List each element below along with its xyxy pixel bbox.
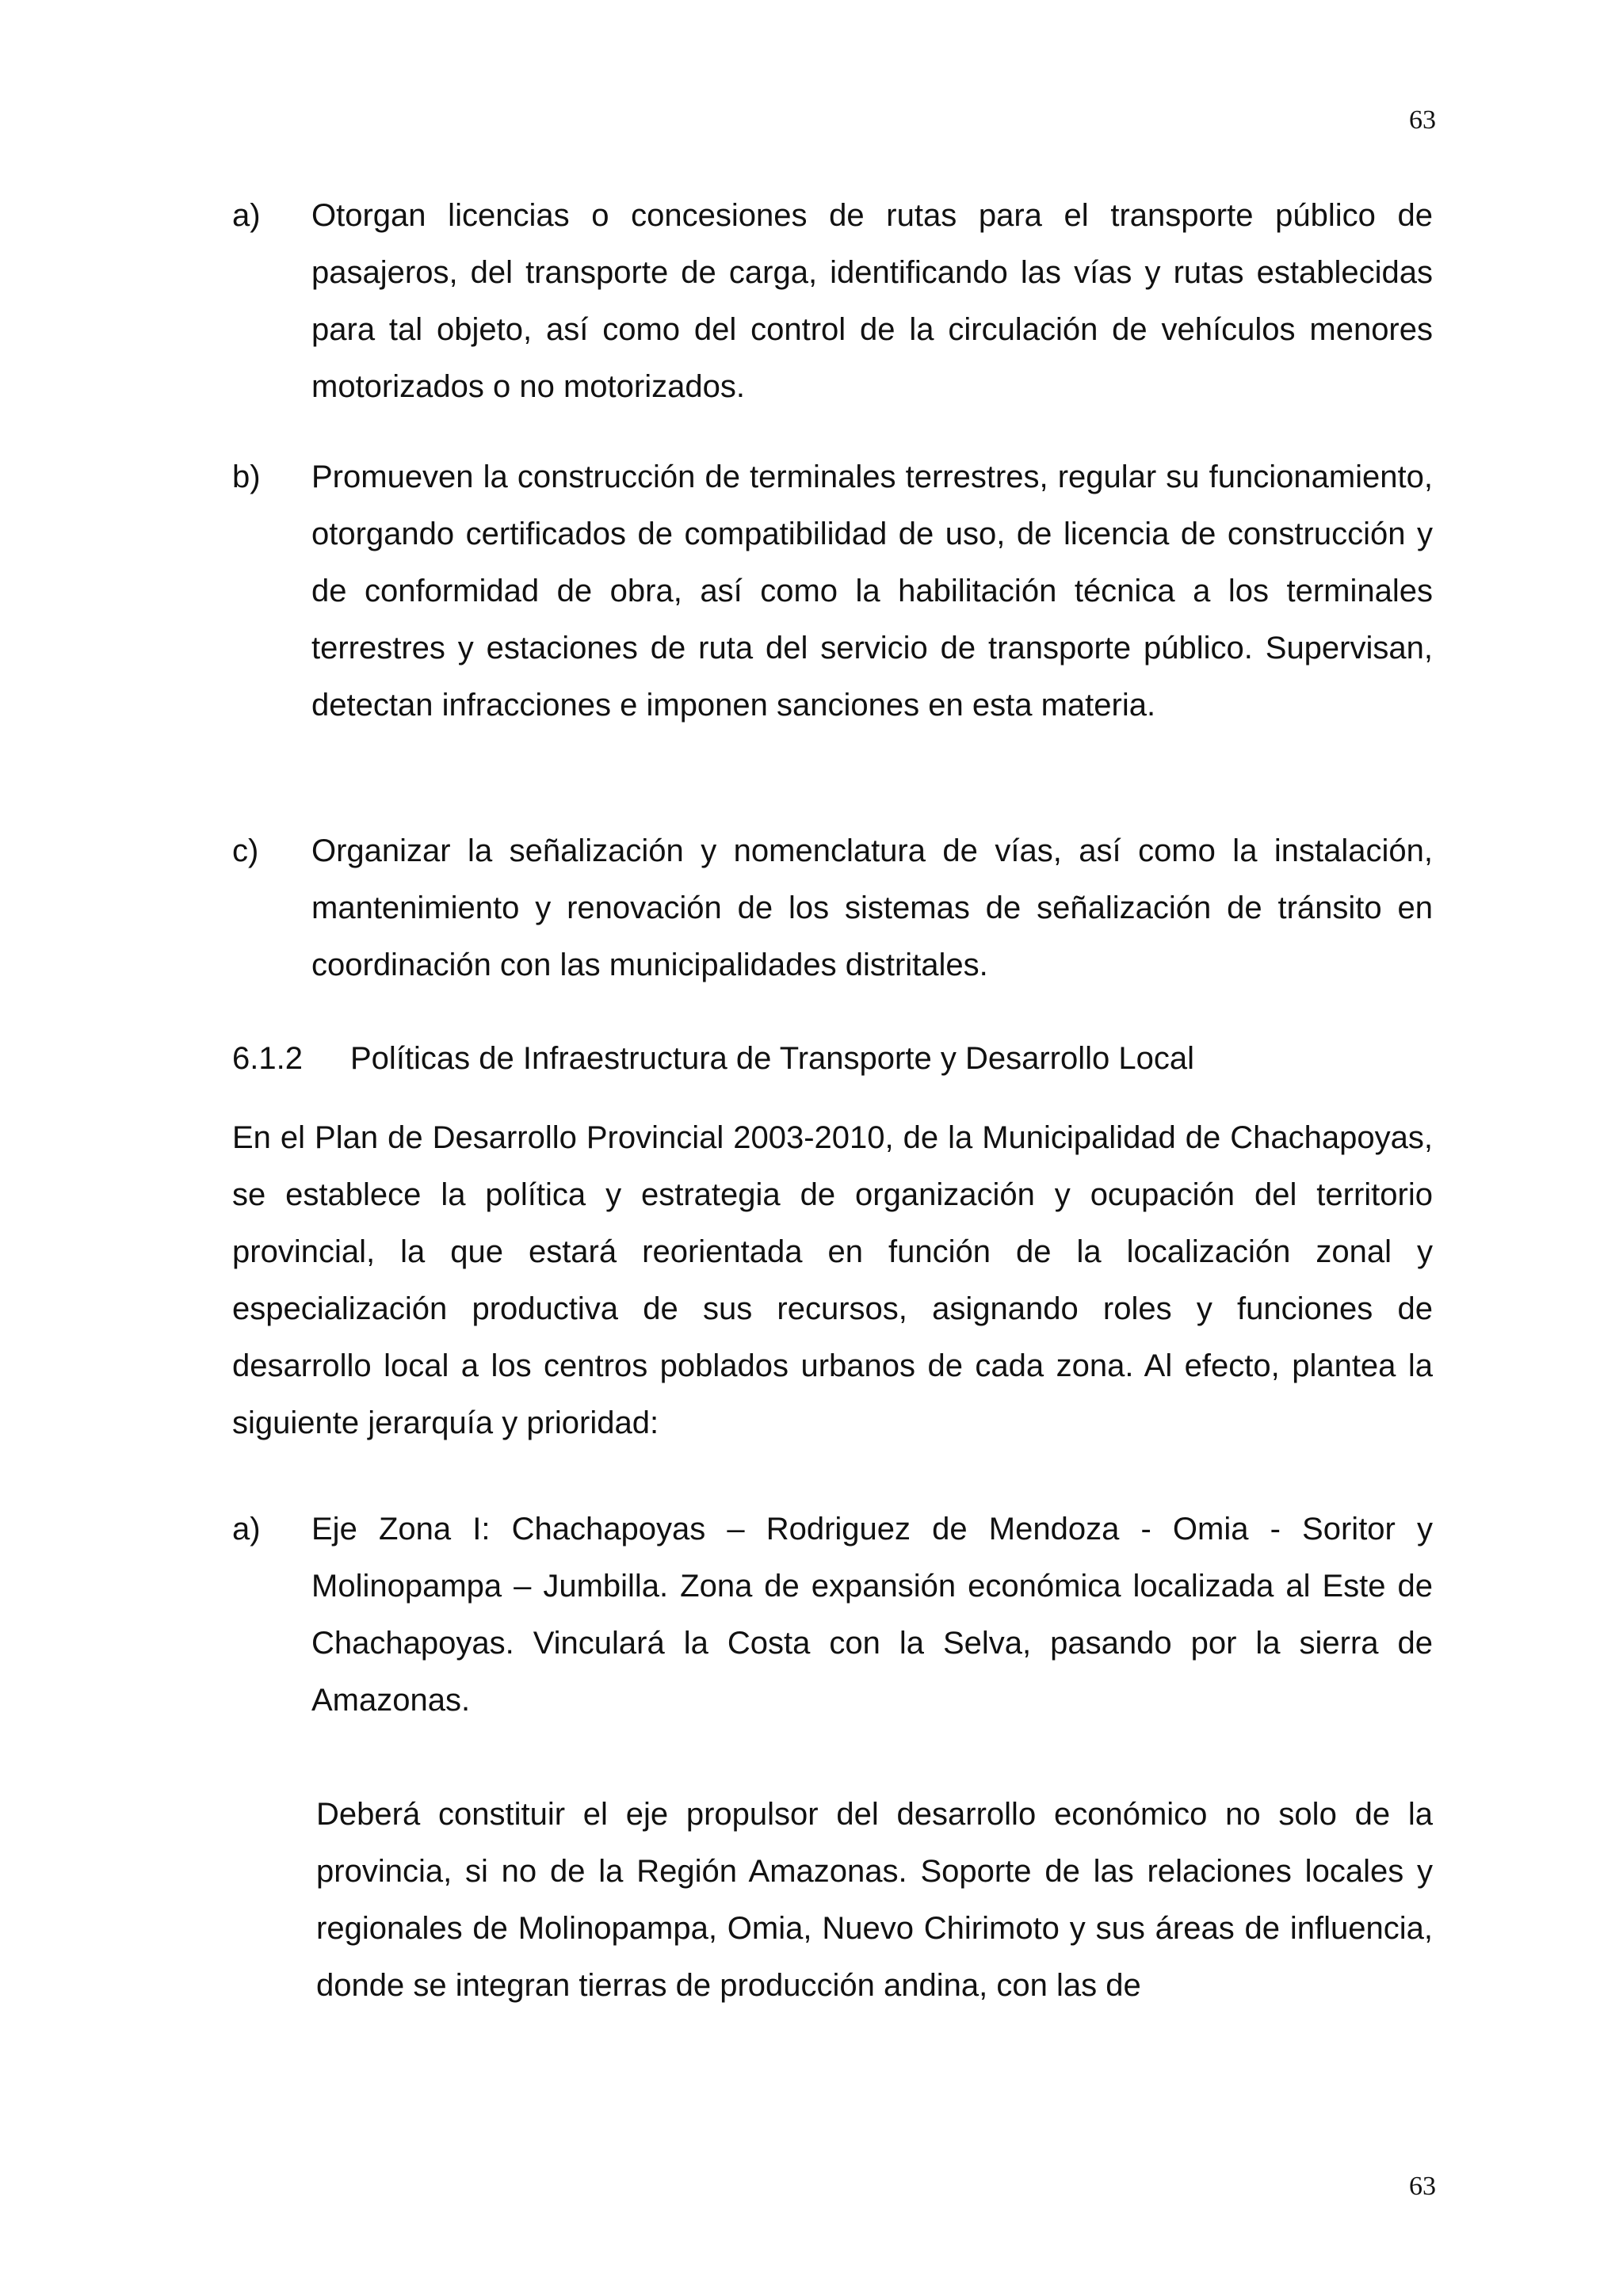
list-item-text: Organizar la señalización y nomenclatura de vías, así como la instalación, mantenimiento y renovación de los sistemas de señalización de tránsito en coordinación con las municipalidades distritales.	[311, 833, 1433, 982]
page-number-bottom: 63	[1409, 2172, 1436, 2201]
section-heading	[232, 1036, 1194, 1081]
list-item-text: Promueven la construcción de terminales terrestres, regular su funcionamiento, otorgando certificados de compatibilidad de uso, de licencia de construcción y de conformidad de obra, así como la habilitación técnica a los terminales terrestres y estaciones de ruta del servicio de transporte público. Supervisan, detectan infracciones e imponen sanciones en esta materia.	[311, 460, 1433, 723]
list-item-text: Otorgan licencias o concesiones de rutas para el transporte público de pasajeros, del transporte de carga, identificando las vías y rutas establecidas para tal objeto, así como del control de la circulación de vehículos menores motorizados o no motorizados.	[311, 198, 1433, 404]
section-number: 6.1.2	[232, 1041, 303, 1076]
section-title: Políticas de Infraestructura de Transporte y Desarrollo Local	[350, 1041, 1194, 1076]
list-marker: a)	[232, 198, 261, 233]
list-item-c	[232, 822, 1433, 994]
list-item-text: Eje Zona I: Chachapoyas – Rodriguez de Mendoza - Omia - Soritor y Molinopampa – Jumbilla. Zona de expansión económica localizada al Este de Chachapoyas. Vinculará la Costa con la Selva, pasando por la sierra de Amazonas.	[311, 1512, 1433, 1718]
list-item-b	[232, 448, 1433, 734]
indented-paragraph: Deberá constituir el eje propulsor del desarrollo económico no solo de la provincia, si no de la Región Amazonas. Soporte de las relaciones locales y regionales de Molinopampa, Omia, Nuevo Chirimoto y sus áreas de influencia, donde se integran tierras de producción andina, con las de	[316, 1797, 1433, 2003]
list-item-a	[232, 187, 1433, 415]
list-marker: b)	[232, 460, 261, 494]
list-marker: c)	[232, 833, 259, 868]
list-marker: a)	[232, 1512, 261, 1547]
intro-paragraph: En el Plan de Desarrollo Provincial 2003-2010, de la Municipalidad de Chachapoyas, se establece la política y estrategia de organización y ocupación del territorio provincial, la que estará reorientada en función de la localización zonal y especialización productiva de sus recursos, asignando roles y funciones de desarrollo local a los centros poblados urbanos de cada zona. Al efecto, plantea la siguiente jerarquía y prioridad:	[232, 1120, 1433, 1440]
list-item-eje-zona-1	[232, 1501, 1433, 1729]
page-number-top: 63	[1409, 105, 1436, 135]
